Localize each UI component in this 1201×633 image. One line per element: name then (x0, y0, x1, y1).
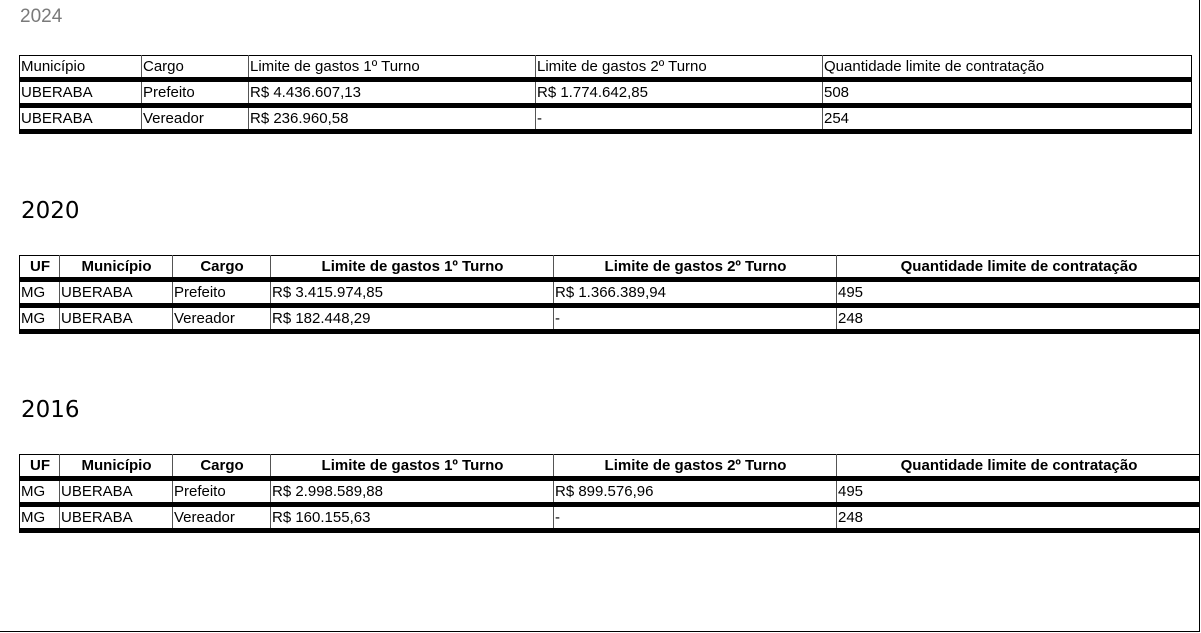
header-uf: UF (20, 256, 60, 280)
cell-limite-2-turno: R$ 899.576,96 (554, 479, 837, 505)
cell-municipio: UBERABA (60, 505, 173, 531)
table-header-row (20, 455, 1201, 479)
header-limite-1-turno: Limite de gastos 1º Turno (271, 455, 554, 479)
header-uf: UF (20, 455, 60, 479)
header-municipio: Município (20, 56, 142, 80)
cell-municipio: UBERABA (60, 280, 173, 306)
table-row (20, 106, 1192, 132)
cell-cargo: Vereador (173, 306, 271, 332)
cell-limite-2-turno: - (554, 505, 837, 531)
cell-municipio: UBERABA (60, 306, 173, 332)
cell-limite-2-turno: R$ 1.366.389,94 (554, 280, 837, 306)
table-row (20, 280, 1201, 306)
table-row (20, 505, 1201, 531)
cell-quantidade: 254 (823, 106, 1192, 132)
cell-limite-1-turno: R$ 182.448,29 (271, 306, 554, 332)
cell-limite-2-turno: - (554, 306, 837, 332)
header-municipio: Município (60, 256, 173, 280)
header-cargo: Cargo (142, 56, 249, 80)
cell-cargo: Vereador (142, 106, 249, 132)
cell-limite-1-turno: R$ 3.415.974,85 (271, 280, 554, 306)
table-header-row (20, 256, 1201, 280)
header-limite-2-turno: Limite de gastos 2º Turno (554, 256, 837, 280)
header-cargo: Cargo (173, 256, 271, 280)
header-limite-1-turno: Limite de gastos 1º Turno (249, 56, 536, 80)
header-quantidade-limite: Quantidade limite de contratação (823, 56, 1192, 80)
header-quantidade-limite: Quantidade limite de contratação (837, 256, 1201, 280)
cell-municipio: UBERABA (20, 80, 142, 106)
cell-uf: MG (20, 479, 60, 505)
header-cargo: Cargo (173, 455, 271, 479)
cell-cargo: Prefeito (173, 479, 271, 505)
cell-limite-1-turno: R$ 160.155,63 (271, 505, 554, 531)
cell-limite-1-turno: R$ 236.960,58 (249, 106, 536, 132)
cell-quantidade: 495 (837, 479, 1201, 505)
cell-quantidade: 248 (837, 306, 1201, 332)
header-limite-1-turno: Limite de gastos 1º Turno (271, 256, 554, 280)
header-limite-2-turno: Limite de gastos 2º Turno (536, 56, 823, 80)
cell-quantidade: 508 (823, 80, 1192, 106)
cell-municipio: UBERABA (20, 106, 142, 132)
cell-uf: MG (20, 505, 60, 531)
section-title-2016: 2016 (21, 397, 80, 423)
cell-municipio: UBERABA (60, 479, 173, 505)
header-municipio: Município (60, 455, 173, 479)
cell-limite-2-turno: R$ 1.774.642,85 (536, 80, 823, 106)
cell-quantidade: 248 (837, 505, 1201, 531)
cell-limite-1-turno: R$ 2.998.589,88 (271, 479, 554, 505)
table-2024 (19, 55, 1192, 134)
table-2020 (19, 255, 1200, 334)
cell-cargo: Prefeito (173, 280, 271, 306)
section-title-2020: 2020 (21, 198, 80, 224)
table-row (20, 479, 1201, 505)
table-row (20, 306, 1201, 332)
table-row (20, 80, 1192, 106)
cell-uf: MG (20, 280, 60, 306)
cell-uf: MG (20, 306, 60, 332)
table-header-row (20, 56, 1192, 80)
cell-limite-2-turno: - (536, 106, 823, 132)
header-limite-2-turno: Limite de gastos 2º Turno (554, 455, 837, 479)
cell-quantidade: 495 (837, 280, 1201, 306)
cell-limite-1-turno: R$ 4.436.607,13 (249, 80, 536, 106)
table-2016 (19, 454, 1200, 533)
section-title-2024: 2024 (20, 6, 63, 27)
header-quantidade-limite: Quantidade limite de contratação (837, 455, 1201, 479)
cell-cargo: Prefeito (142, 80, 249, 106)
cell-cargo: Vereador (173, 505, 271, 531)
